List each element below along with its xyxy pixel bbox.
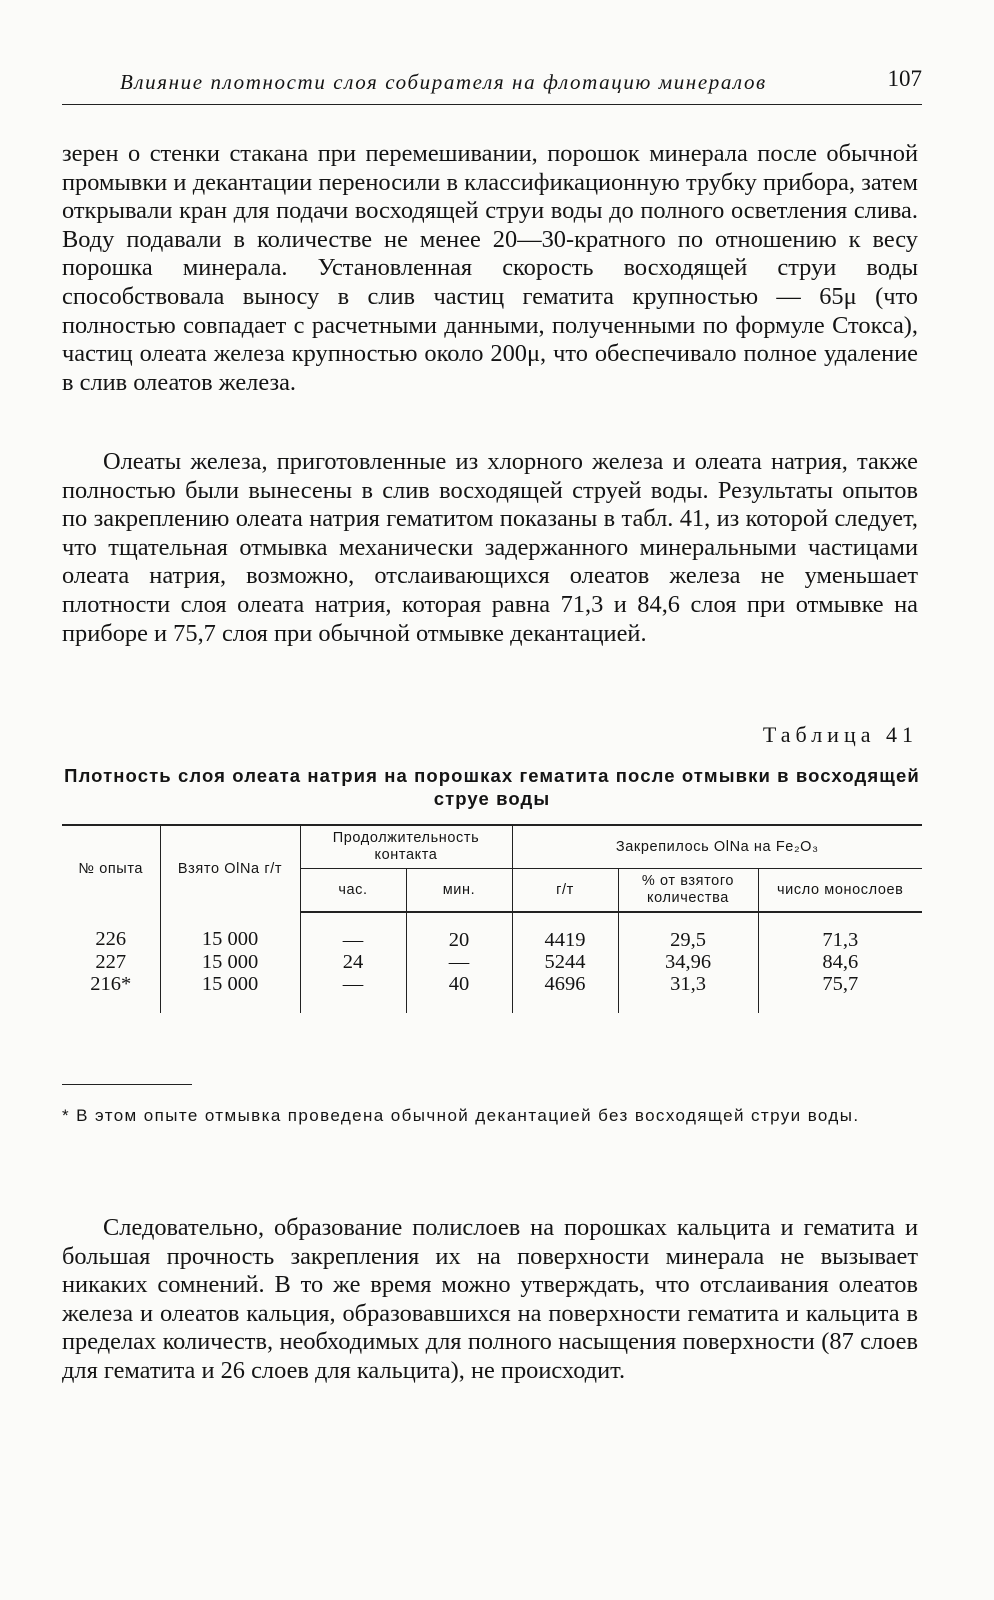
header-fixed-percent: % от взятого количества xyxy=(618,869,758,913)
paragraph-text: Олеаты железа, приготовленные из хлорного железа и олеата натрия, также полностью были вынесены в слив восходящей струей воды. Результаты опытов по закреплению олеата натрия гематитом показаны в табл. 41, из которой следует, что тщательная отмывка механически задержанного минеральными частицами олеата натрия, возможно, отслаивающихся олеатов железа не уменьшает плотности слоя олеата натрия, которая равна 71,3 и 84,6 слоя при отмывке на приборе и 75,7 слоя при обычной отмывке декантацией. xyxy=(62,448,918,647)
cell-fixed-gt: 4696 xyxy=(512,973,618,1013)
page-number: 107 xyxy=(887,66,922,91)
cell-taken: 15 000 xyxy=(160,973,300,1013)
cell-minutes: — xyxy=(406,951,512,973)
table-title: Плотность слоя олеата натрия на порошках гематита после отмывки в восходящей струе воды xyxy=(64,765,920,809)
page-header xyxy=(62,62,922,106)
paragraph-3 xyxy=(62,1214,918,1386)
header-minutes: мин. xyxy=(406,869,512,913)
cell-monolayers: 84,6 xyxy=(758,951,922,973)
table-label: Таблица 41 xyxy=(762,722,918,747)
header-taken: Взято OlNa г/т xyxy=(160,825,300,912)
cell-hours: — xyxy=(300,973,406,1013)
cell-monolayers: 75,7 xyxy=(758,973,922,1013)
cell-hours: 24 xyxy=(300,951,406,973)
header-hours: час. xyxy=(300,869,406,913)
header-fixed: Закрепилось OlNa на Fe₂O₃ xyxy=(512,825,922,869)
paragraph-text: зерен о стенки стакана при перемешивании, порошок минерала после обычной промывки и декантации переносили в классификационную трубку прибора, затем открывали кран для подачи восходящей струи воды до полного осветления слива. Воду подавали в количестве не менее 20—30-кратного по отношению к весу порошка минерала. Установленная скорость восходящей струи воды способствовала выносу в слив частиц гематита крупностью — 65μ (что полностью совпадает с расчетными данными, полученными по формуле Стокса), частиц олеата железа крупностью около 200μ, что обеспечивало полное удаление в слив олеатов железа. xyxy=(62,140,918,396)
table-footnote: * В этом опыте отмывка проведена обычной декантацией без восходящей струи воды. xyxy=(62,1106,860,1125)
running-head: Влияние плотности слоя собирателя на флотацию минералов xyxy=(120,70,767,94)
cell-experiment: 227 xyxy=(95,951,127,973)
footnote-rule xyxy=(62,1084,192,1085)
cell-monolayers: 71,3 xyxy=(758,912,922,951)
header-rule xyxy=(62,104,922,105)
cell-taken: 15 000 xyxy=(160,951,300,973)
header-experiment: № опыта xyxy=(62,825,160,912)
cell-fixed-percent: 34,96 xyxy=(618,951,758,973)
paragraph-text: Следовательно, образование полислоев на порошках кальцита и гематита и большая прочность закрепления их на поверхности минерала не вызывает никаких сомнений. В то же время можно утверждать, что отслаивания олеатов железа и олеатов кальция, образовавшихся на поверхности гематита и кальцита в пределах количеств, необходимых для полного насыщения поверхности (87 слоев для гематита и 26 слоев для кальцита), не происходит. xyxy=(62,1214,918,1384)
cell-minutes: 40 xyxy=(406,973,512,1013)
paragraph-1 xyxy=(62,140,918,397)
cell-fixed-percent: 29,5 xyxy=(618,912,758,951)
cell-fixed-gt: 4419 xyxy=(512,912,618,951)
cell-minutes: 20 xyxy=(406,912,512,951)
cell-fixed-percent: 31,3 xyxy=(618,973,758,1013)
cell-experiment: 216* xyxy=(90,973,132,995)
header-monolayers: число монослоев xyxy=(758,869,922,913)
paragraph-2 xyxy=(62,448,918,648)
cell-experiment: 226 xyxy=(95,928,127,950)
table-row xyxy=(62,951,922,973)
header-duration: Продолжительность контакта xyxy=(300,825,512,869)
cell-fixed-gt: 5244 xyxy=(512,951,618,973)
table-row xyxy=(62,973,922,1013)
table-row xyxy=(62,912,922,951)
cell-hours: — xyxy=(300,912,406,951)
header-fixed-gt: г/т xyxy=(512,869,618,913)
data-table xyxy=(62,824,922,1013)
cell-taken: 15 000 xyxy=(160,912,300,951)
